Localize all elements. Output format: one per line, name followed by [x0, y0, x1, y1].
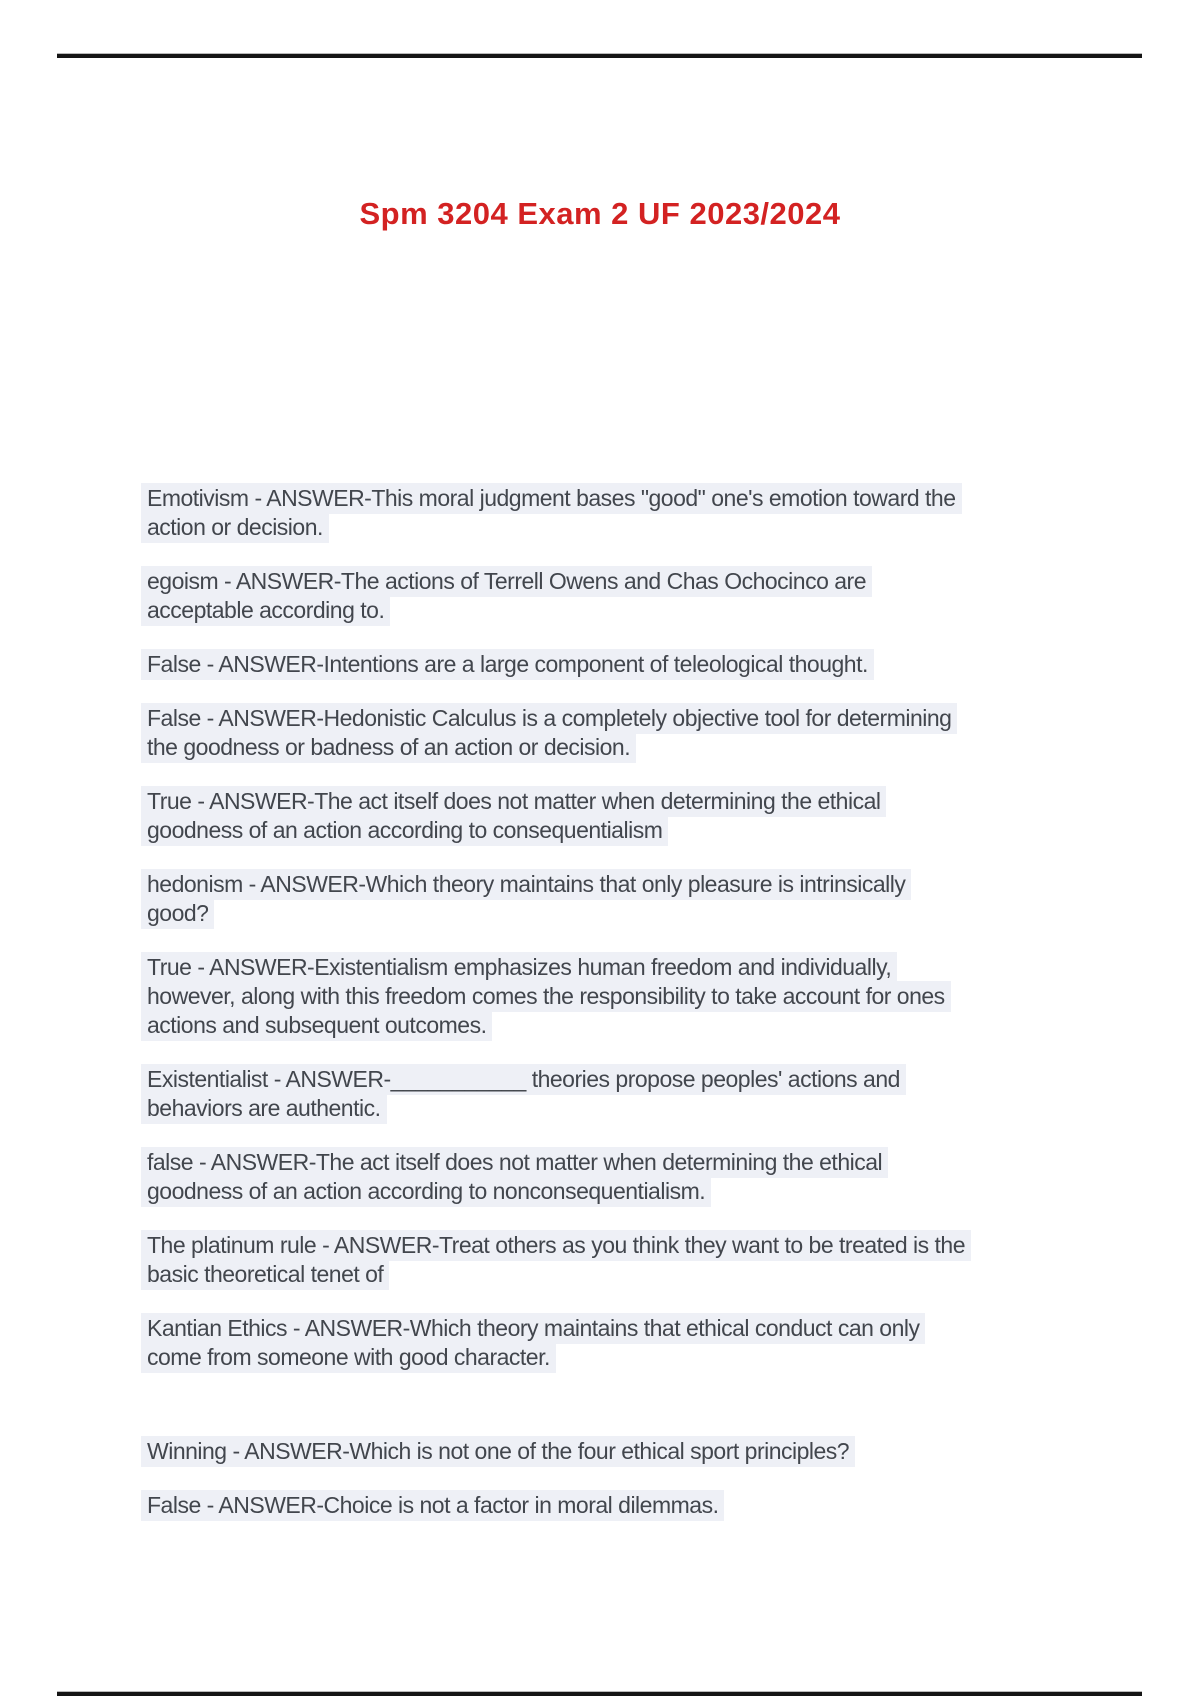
qa-paragraph [141, 787, 1071, 845]
bottom-divider [57, 1691, 1142, 1696]
qa-line: True - ANSWER-Existentialism emphasizes human freedom and individually, [141, 952, 897, 983]
qa-line: basic theoretical tenet of [141, 1259, 389, 1290]
qa-line: action or decision. [141, 512, 329, 543]
qa-line: egoism - ANSWER-The actions of Terrell Owens and Chas Ochocinco are [141, 566, 872, 597]
qa-line: the goodness or badness of an action or decision. [141, 732, 636, 763]
qa-line: however, along with this freedom comes the responsibility to take account for ones [141, 981, 951, 1012]
qa-line: False - ANSWER-Choice is not a factor in moral dilemmas. [141, 1490, 724, 1521]
qa-line: false - ANSWER-The act itself does not matter when determining the ethical [141, 1147, 888, 1178]
qa-line: goodness of an action according to nonconsequentialism. [141, 1176, 711, 1207]
qa-paragraph [141, 650, 1071, 679]
qa-paragraph [141, 1231, 1071, 1289]
qa-line: True - ANSWER-The act itself does not matter when determining the ethical [141, 786, 886, 817]
qa-line: goodness of an action according to consequentialism [141, 815, 668, 846]
qa-line: The platinum rule - ANSWER-Treat others as you think they want to be treated is the [141, 1230, 971, 1261]
qa-list [141, 484, 1071, 1545]
qa-paragraph [141, 1491, 1071, 1520]
qa-line: actions and subsequent outcomes. [141, 1010, 492, 1041]
qa-paragraph [141, 567, 1071, 625]
qa-paragraph [141, 704, 1071, 762]
qa-line: False - ANSWER-Hedonistic Calculus is a completely objective tool for determining [141, 703, 957, 734]
page-title: Spm 3204 Exam 2 UF 2023/2024 [359, 196, 841, 231]
qa-paragraph [141, 484, 1071, 542]
qa-line: Existentialist - ANSWER-___________ theories propose peoples' actions and [141, 1064, 906, 1095]
qa-line: good? [141, 898, 214, 929]
qa-line: behaviors are authentic. [141, 1093, 387, 1124]
qa-paragraph [141, 1314, 1071, 1372]
qa-line: hedonism - ANSWER-Which theory maintains that only pleasure is intrinsically [141, 869, 911, 900]
qa-line: come from someone with good character. [141, 1342, 556, 1373]
qa-paragraph [141, 1065, 1071, 1123]
qa-line: Winning - ANSWER-Which is not one of the four ethical sport principles? [141, 1436, 855, 1467]
qa-line: Kantian Ethics - ANSWER-Which theory maintains that ethical conduct can only [141, 1313, 925, 1344]
qa-paragraph [141, 870, 1071, 928]
qa-line: False - ANSWER-Intentions are a large component of teleological thought. [141, 649, 874, 680]
qa-paragraph [141, 1437, 1071, 1466]
qa-line: acceptable according to. [141, 595, 390, 626]
qa-paragraph [141, 953, 1071, 1040]
qa-paragraph [141, 1148, 1071, 1206]
top-divider [57, 53, 1142, 58]
qa-line: Emotivism - ANSWER-This moral judgment bases "good" one's emotion toward the [141, 483, 962, 514]
